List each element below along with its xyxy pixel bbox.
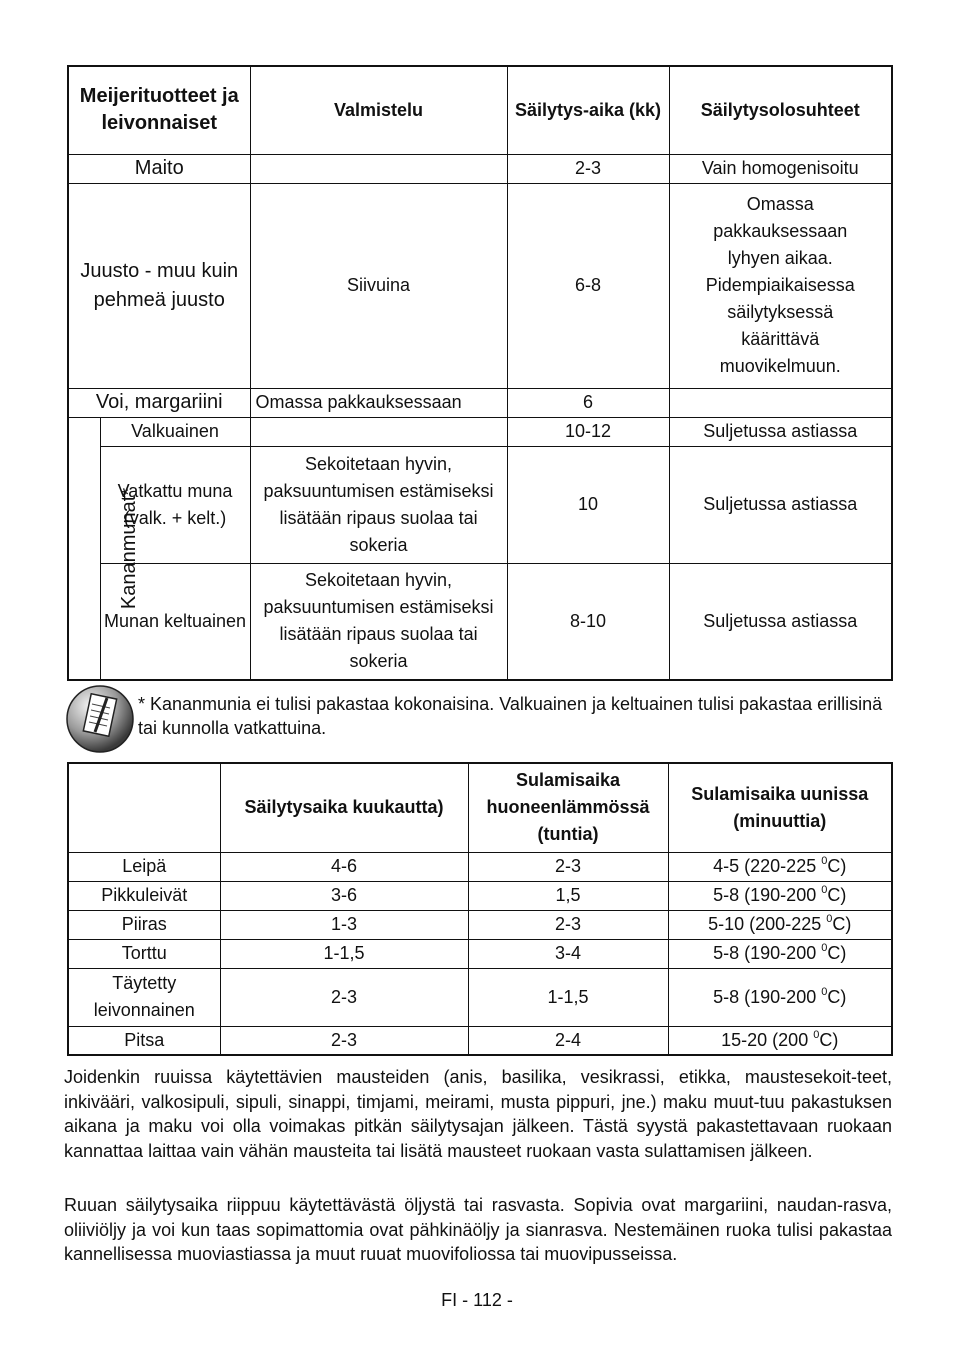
row-oven: 15-20 (200 $^0$C) <box>668 1026 892 1055</box>
row-time: 10 <box>507 446 669 563</box>
row-cond: Suljetussa astiassa <box>669 446 892 563</box>
eggs-group-label: Kananmunat* <box>118 487 141 609</box>
row-product: Juusto - muu kuin pehmeä juusto <box>68 183 250 388</box>
header-conditions: Säilytysolosuhteet <box>669 66 892 154</box>
bakery-storage-table <box>67 762 893 1056</box>
row-item: Pikkuleivät <box>68 881 220 910</box>
table-header-row <box>68 763 892 852</box>
header-storage-time: Säilytys-aika (kk) <box>507 66 669 154</box>
row-item: Pitsa <box>68 1026 220 1055</box>
row-room: 3-4 <box>468 939 668 968</box>
row-oven: 4-5 (220-225 $^0$C) <box>668 852 892 881</box>
row-months: 2-3 <box>220 968 468 1026</box>
page-number: FI - 112 - <box>441 1290 513 1310</box>
header-oven-thaw: Sulamisaika uunissa (minuuttia) <box>668 763 892 852</box>
row-prep: Sekoitetaan hyvin, paksuuntumisen estämiseksi lisätään ripaus suolaa tai sokeria <box>250 563 507 680</box>
row-product: Valkuainen <box>100 417 250 446</box>
row-cond: Omassa pakkauksessaan lyhyen aikaa. Pidempiaikaisessa säilytyksessä käärittävä muovikelmuun. <box>669 183 892 388</box>
row-cond: Vain homogenisoitu <box>669 154 892 183</box>
row-time: 6-8 <box>507 183 669 388</box>
fats-paragraph: Ruuan säilytysaika riippuu käytettävästä öljystä tai rasvasta. Sopivia ovat margariini, naudan-rasva, oliiviöljy ja voi kun taas sopimattomia ovat pähkinäöljy ja sianrasva. Nestemäinen ruoka tulisi pakastaa kannellisessa muoviastiassa ja muut ruuat muovifoliossa tai muovipusseissa. <box>64 1195 892 1264</box>
spices-paragraph: Joidenkin ruuissa käytettävien mausteiden (anis, basilika, vesikrassi, etikka, maustesekoit-teet, inkivääri, valkosipuli, sipuli, sinappi, timjami, meirami, musta pippuri, jne.) maku muut-tuu pakastuksen aikana ja maku voi olla voimakas pitkän säilytysajan jälkeen. Tästä syystä pakastettavaan ruokaan kannattaa laittaa vain vähän mausteita tai lisätä mausteet ruokaan vasta sulattamisen jälkeen. <box>64 1067 892 1161</box>
header-product: Meijerituotteet ja leivonnaiset <box>68 66 250 154</box>
row-oven: 5-8 (190-200 $^0$C) <box>668 881 892 910</box>
table-row <box>68 968 892 1026</box>
row-months: 3-6 <box>220 881 468 910</box>
table-header-row <box>68 66 892 154</box>
table-row <box>68 183 892 388</box>
table-row <box>68 910 892 939</box>
row-product: Voi, margariini <box>68 388 250 417</box>
row-oven: 5-8 (190-200 $^0$C) <box>668 939 892 968</box>
row-cond: Suljetussa astiassa <box>669 563 892 680</box>
row-room: 2-3 <box>468 910 668 939</box>
table-row <box>68 563 892 680</box>
row-product: Munan keltuainen <box>100 563 250 680</box>
row-time: 2-3 <box>507 154 669 183</box>
header-preparation: Valmistelu <box>250 66 507 154</box>
row-item: Täytetty leivonnainen <box>68 968 220 1026</box>
header-room-thaw: Sulamisaika huoneenlämmössä (tuntia) <box>468 763 668 852</box>
row-room: 1-1,5 <box>468 968 668 1026</box>
table-row <box>68 852 892 881</box>
eggs-footnote: * Kananmunia ei tulisi pakastaa kokonaisina. Valkuainen ja keltuainen tulisi pakastaa erillisinä tai kunnolla vatkattuina. <box>138 694 883 738</box>
table-row <box>68 417 892 446</box>
row-prep <box>250 154 507 183</box>
row-product: Vatkattu muna (valk. + kelt.) <box>100 446 250 563</box>
row-months: 2-3 <box>220 1026 468 1055</box>
row-product: Maito <box>68 154 250 183</box>
table-row <box>68 388 892 417</box>
table-row <box>68 1026 892 1055</box>
header-item <box>68 763 220 852</box>
row-oven: 5-10 (200-225 $^0$C) <box>668 910 892 939</box>
row-room: 1,5 <box>468 881 668 910</box>
row-months: 1-1,5 <box>220 939 468 968</box>
row-prep <box>250 417 507 446</box>
row-cond: Suljetussa astiassa <box>669 417 892 446</box>
row-cond <box>669 388 892 417</box>
table-row <box>68 881 892 910</box>
row-item: Piiras <box>68 910 220 939</box>
row-item: Torttu <box>68 939 220 968</box>
table-row <box>68 446 892 563</box>
row-months: 4-6 <box>220 852 468 881</box>
row-room: 2-3 <box>468 852 668 881</box>
row-time: 10-12 <box>507 417 669 446</box>
row-time: 6 <box>507 388 669 417</box>
row-prep: Sekoitetaan hyvin, paksuuntumisen estämiseksi lisätään ripaus suolaa tai sokeria <box>250 446 507 563</box>
row-months: 1-3 <box>220 910 468 939</box>
row-prep: Omassa pakkauksessaan <box>250 388 507 417</box>
row-time: 8-10 <box>507 563 669 680</box>
notepad-pencil-icon <box>65 684 135 754</box>
header-months: Säilytysaika kuukautta) <box>220 763 468 852</box>
table-row <box>68 154 892 183</box>
row-prep: Siivuina <box>250 183 507 388</box>
row-item: Leipä <box>68 852 220 881</box>
dairy-storage-table <box>67 65 893 681</box>
row-oven: 5-8 (190-200 $^0$C) <box>668 968 892 1026</box>
row-room: 2-4 <box>468 1026 668 1055</box>
eggs-group-cell <box>68 417 141 680</box>
table-row <box>68 939 892 968</box>
